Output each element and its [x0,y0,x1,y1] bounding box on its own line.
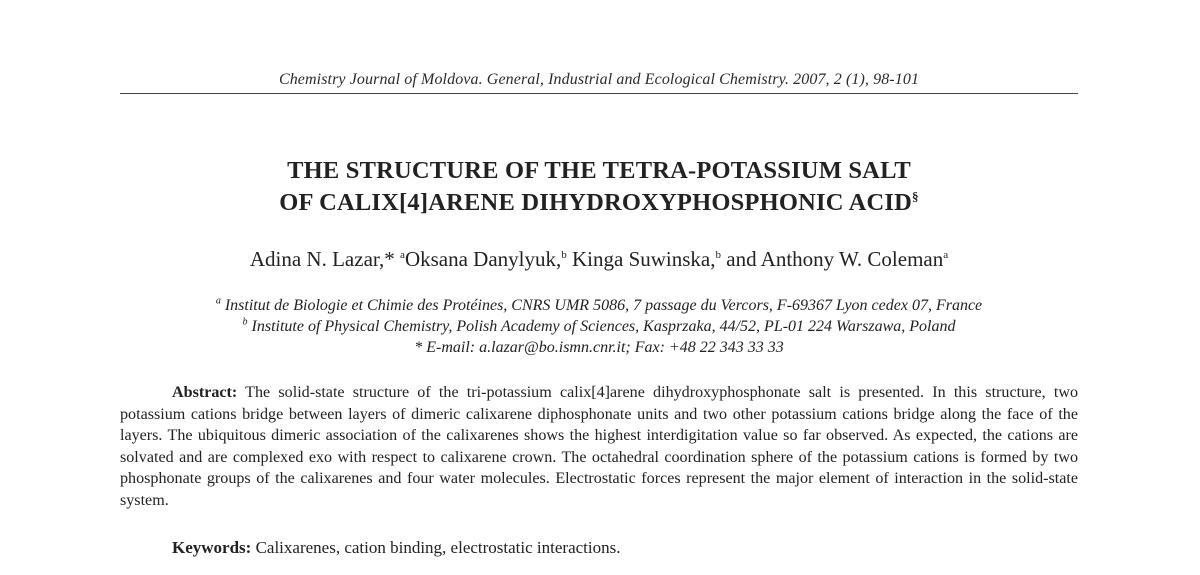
affiliations [120,295,1078,358]
affiliation-a [120,295,1078,316]
author-list [120,247,1078,272]
abstract-paragraph [120,382,1078,511]
keywords-line [172,538,620,558]
title-line-1: THE STRUCTURE OF THE TETRA-POTASSIUM SALT [287,157,911,184]
affiliation-b-mark: b [242,316,248,328]
author-affiliation-mark: b [561,249,567,261]
paper-title [120,155,1078,219]
title-footnote-mark: § [912,188,919,204]
journal-citation-header: Chemistry Journal of Moldova. General, Industrial and Ecological Chemistry. 2007, 2 (1), 98-101 [278,71,920,88]
keywords-label: Keywords: [172,538,252,557]
affiliation-a-text: Institut de Biologie et Chimie des Protéines, CNRS UMR 5086, 7 passage du Vercors, F-69367 Lyon cedex 07, France [224,297,983,314]
title-line-2-text: OF CALIX[4]ARENE DIHYDROXYPHOSPHONIC ACID [279,189,913,216]
author-affiliation-mark: b [715,249,721,261]
author-name: Adina N. Lazar,* [249,247,401,271]
affiliation-b-text: Institute of Physical Chemistry, Polish Academy of Sciences, Kasprzaka, 44/52, PL-01 224 Warszawa, Poland [251,318,956,335]
affiliation-b [120,316,1078,337]
title-line-2 [120,187,1078,219]
keywords-text: Calixarenes, cation binding, electrostatic interactions. [251,538,621,557]
author-name: and Anthony W. Coleman [721,247,944,271]
header-rule [120,93,1078,94]
affiliation-a-mark: a [215,295,221,307]
abstract-label: Abstract: [172,384,238,401]
corresponding-contact: * E-mail: a.lazar@bo.ismn.cnr.it; Fax: +48 22 343 33 33 [414,339,784,356]
author-name: Oksana Danylyuk, [404,247,562,271]
author-name: Kinga Suwinska, [566,247,716,271]
abstract-text: The solid-state structure of the tri-potassium calix[4]arene dihydroxyphosphonate salt is presented. In this structure, two potassium cations bridge between layers of dimeric calixarene diphosphonate units and two other potassium cations bridge along the face of the layers. The ubiquitous dimeric association of the calixarenes shows the highest interdigitation value so far observed. As expected, the cations are solvated and are complexed exo with respect to calixarene crown. The octahedral coordination sphere of the potassium cations is formed by two phosphonate groups of the calixarenes and four water molecules. Electrostatic forces represent the major element of interaction in the solid-state system. [120,384,1078,509]
author-affiliation-mark: a [943,249,949,261]
author-affiliation-mark: a [400,249,405,261]
